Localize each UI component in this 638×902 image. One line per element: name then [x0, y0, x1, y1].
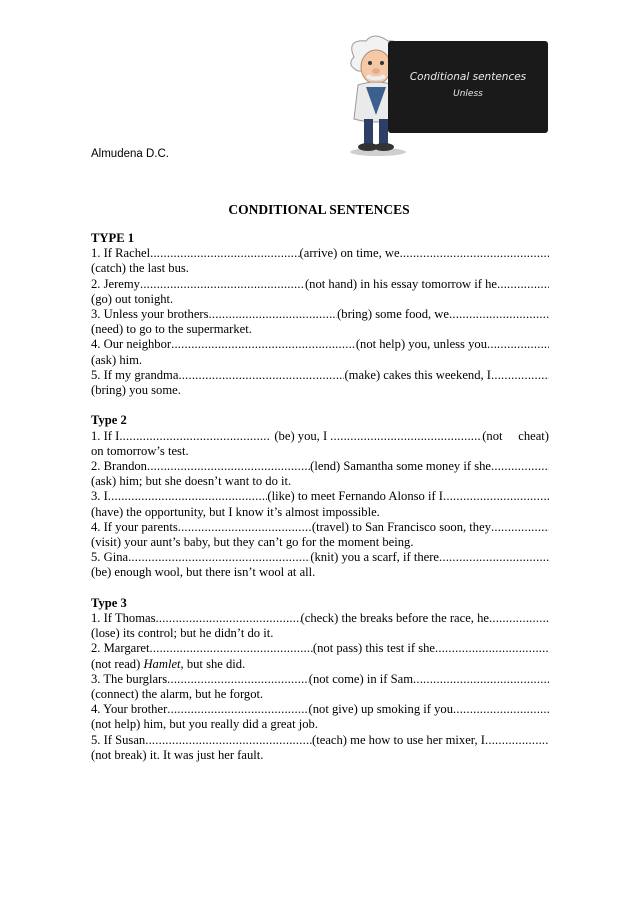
exercise-line: (go) out tonight.	[91, 291, 174, 306]
exercise-line: (not help) him, but you really did a great job.	[91, 717, 318, 732]
exercise-line: (visit) your aunt’s baby, but they can’t go for the moment being.	[91, 535, 414, 550]
exercise-line: on tomorrow’s test.	[91, 443, 189, 458]
exercise-line: 1. If I ..... (be) you, I ..... (not cheat)	[91, 429, 549, 444]
exercise-line: 5. If my grandma ..... (make) cakes this weekend, I .....	[91, 368, 549, 383]
author-name: Almudena D.C.	[91, 148, 169, 160]
exercise-line: (ask) him; but she doesn’t want to do it.	[91, 474, 292, 489]
banner-subtitle: Unless	[453, 89, 483, 99]
exercise-line: 4. Your brother ..... (not give) up smoking if you .....	[91, 702, 549, 717]
exercise-line: 3. Unless your brothers ..... (bring) some food, we .....	[91, 307, 549, 322]
exercise-line: (ask) him.	[91, 352, 143, 367]
exercise-line: 2. Jeremy ..... (not hand) in his essay tomorrow if he .....	[91, 277, 549, 292]
exercise-line: 3. I ..... (like) to meet Fernando Alonso if I .....	[91, 489, 549, 504]
exercise-line: 1. If Rachel ..... (arrive) on time, we .....	[91, 246, 549, 261]
exercise-line: 2. Brandon ..... (lend) Samantha some money if she .....	[91, 459, 549, 474]
exercise-line: (connect) the alarm, but he forgot.	[91, 687, 264, 702]
exercise-line: 1. If Thomas ..... (check) the breaks before the race, he .....	[91, 611, 549, 626]
section-heading-type1: TYPE 1	[91, 231, 135, 245]
page-title: CONDITIONAL SENTENCES	[228, 202, 410, 217]
exercise-line: (lose) its control; but he didn’t do it.	[91, 626, 274, 641]
exercise-line: (bring) you some.	[91, 383, 181, 398]
exercise-line: (need) to go to the supermarket.	[91, 322, 252, 337]
exercise-line: (not read) Hamlet, but she did.	[91, 656, 246, 671]
exercise-content	[91, 231, 549, 763]
header-banner	[388, 41, 548, 133]
exercise-line: 5. If Susan ..... (teach) me how to use her mixer, I .....	[91, 733, 549, 748]
exercise-line: 3. The burglars ..... (not come) in if Sam .....	[91, 672, 549, 687]
exercise-line: 5. Gina ..... (knit) you a scarf, if there .....	[91, 550, 549, 565]
exercise-line: (have) the opportunity, but I know it’s almost impossible.	[91, 504, 380, 519]
banner-title: Conditional sentences	[409, 71, 527, 83]
section-heading-type3: Type 3	[91, 595, 127, 610]
exercise-line: (be) enough wool, but there isn’t wool at all.	[91, 565, 316, 580]
exercise-line: (not break) it. It was just her fault.	[91, 747, 264, 762]
section-heading-type2: Type 2	[91, 413, 127, 428]
exercise-line: 4. If your parents ..... (travel) to San Francisco soon, they .....	[91, 520, 549, 535]
exercise-line: 4. Our neighbor ..... (not help) you, unless you .....	[91, 337, 549, 352]
exercise-line: (catch) the last bus.	[91, 261, 189, 276]
exercise-line: 2. Margaret ..... (not pass) this test if she .....	[91, 641, 549, 656]
